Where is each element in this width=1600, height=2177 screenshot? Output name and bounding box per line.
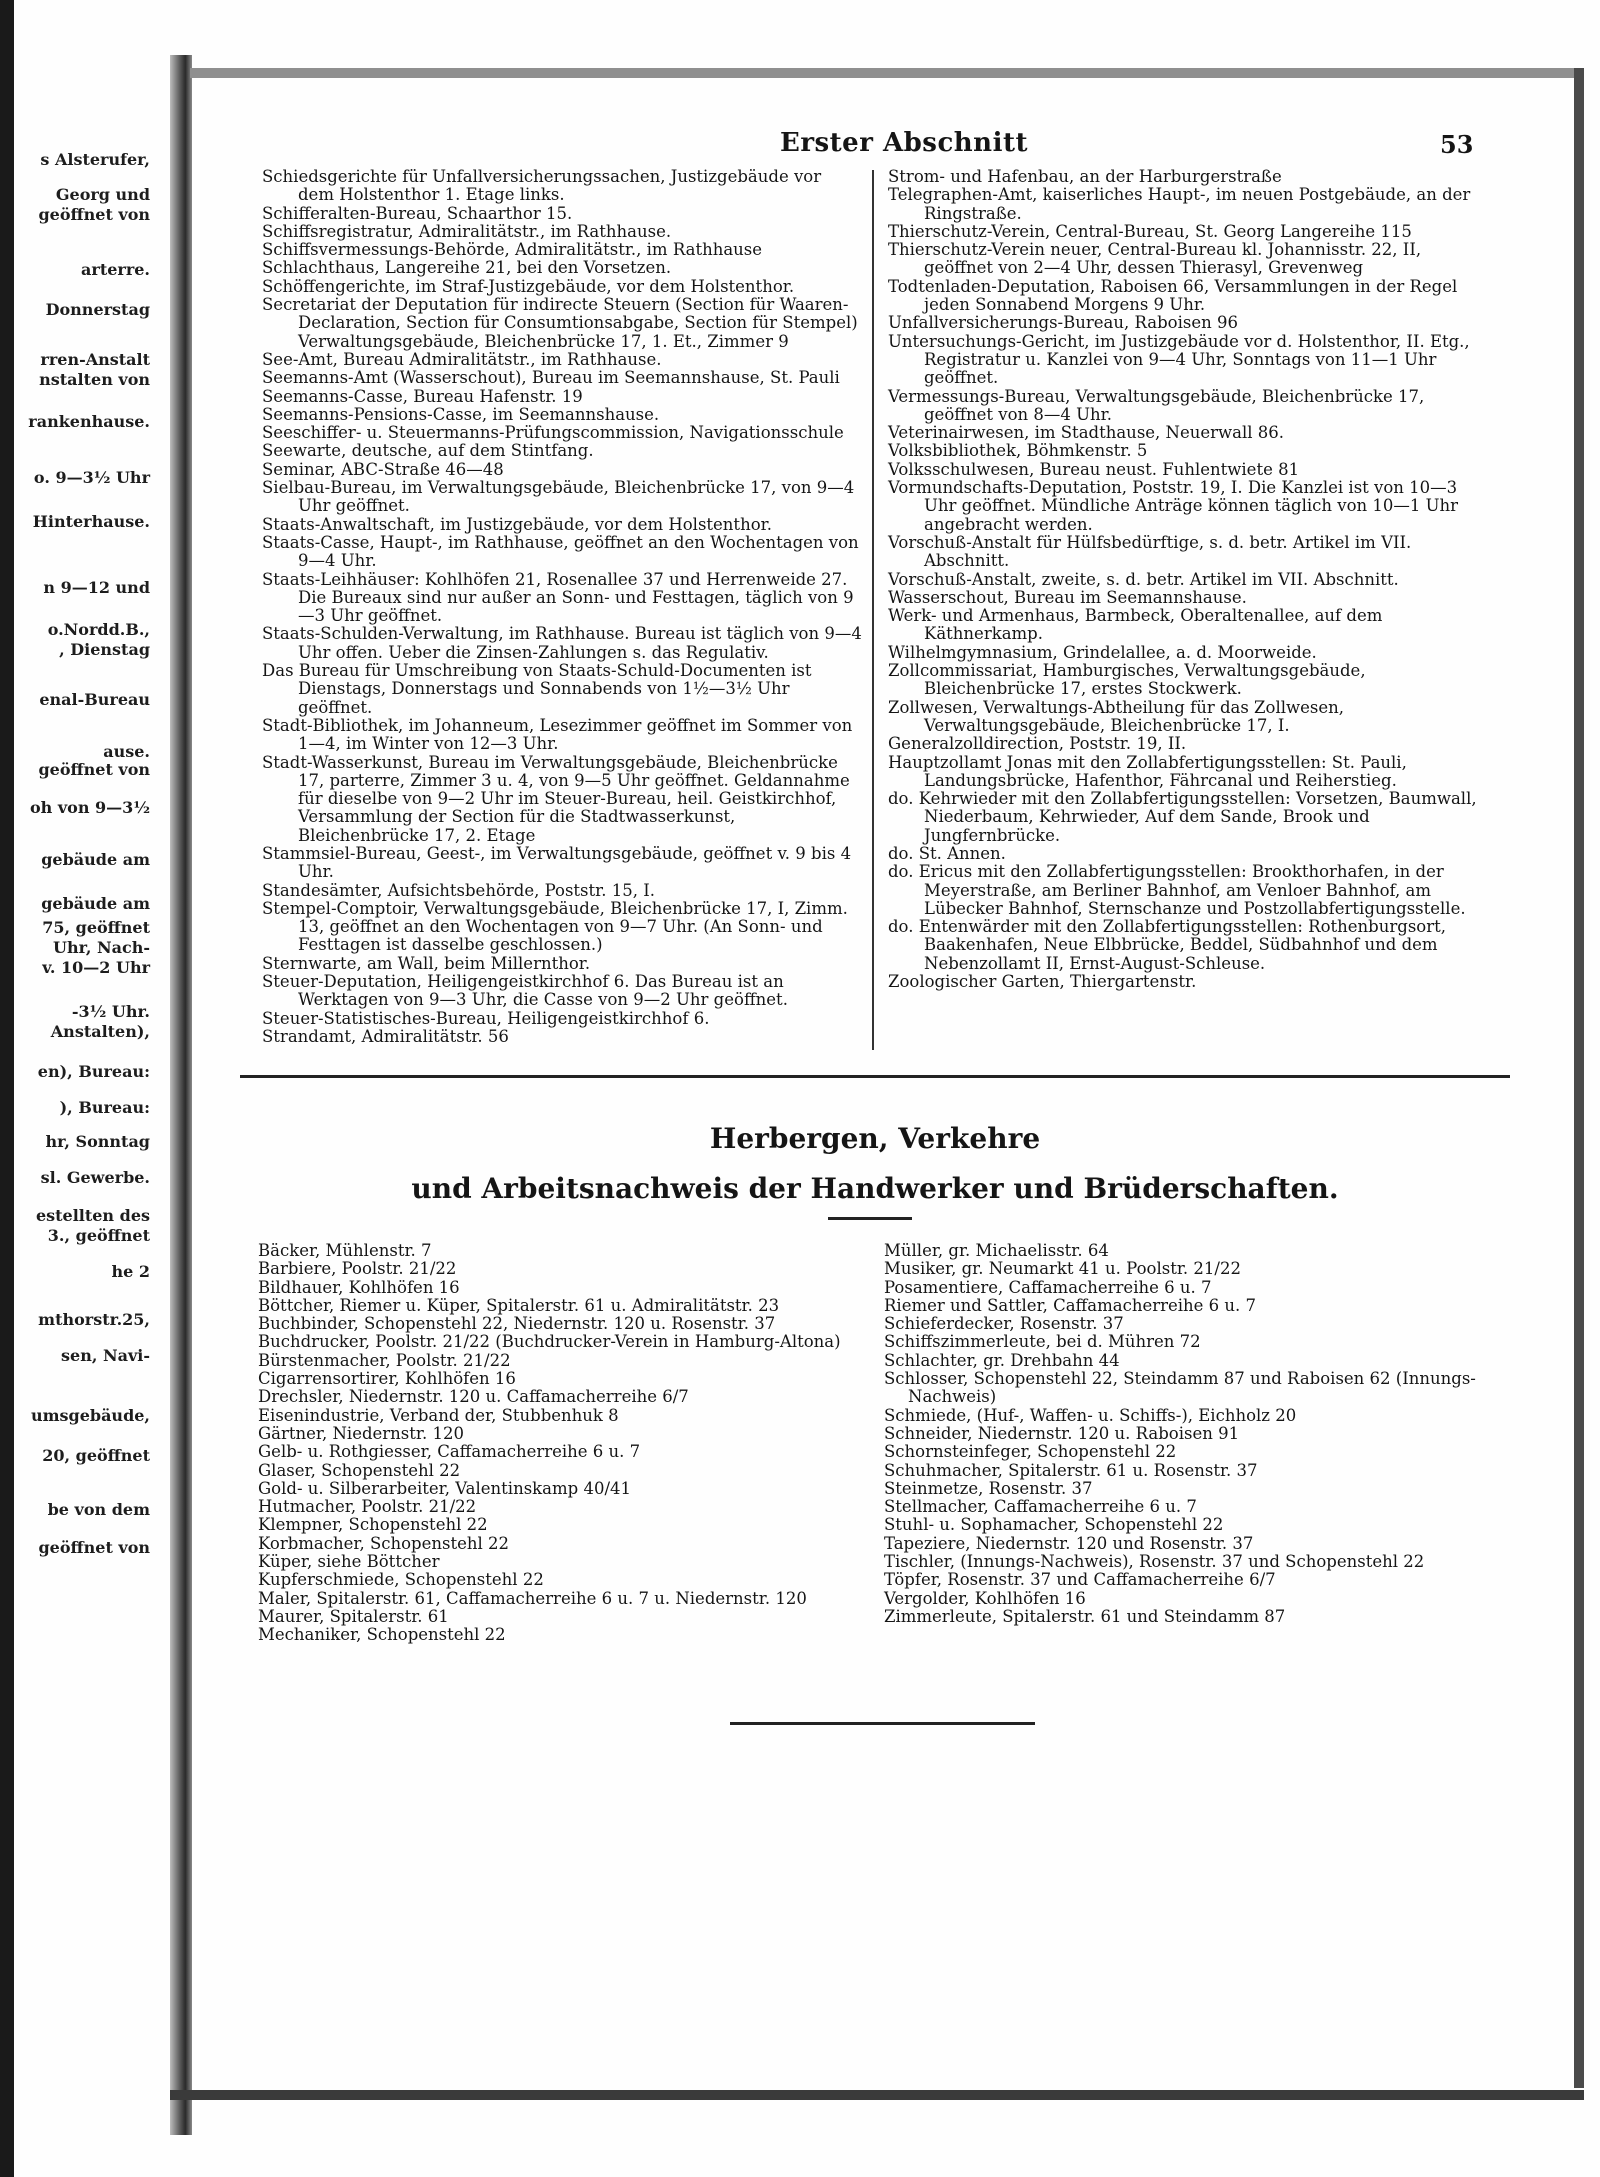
directory-entry: Steuer-Deputation, Heiligengeistkirchhof 6. Das Bureau ist an Werktagen von 9—3 Uhr, die Casse von 9—2 Uhr geöffnet. <box>262 972 788 1010</box>
trade-entry: Korbmacher, Schopenstehl 22 <box>258 1533 510 1553</box>
trade-entry: Hutmacher, Poolstr. 21/22 <box>258 1497 477 1517</box>
bleed-line: arterre. <box>81 260 150 279</box>
trade-entry: Gold- u. Silberarbeiter, Valentinskamp 40/41 <box>258 1478 631 1498</box>
trade-entry: Gärtner, Niedernstr. 120 <box>258 1423 464 1443</box>
bleed-line: rren-Anstalt <box>40 350 150 369</box>
directory-entry: Schiedsgerichte für Unfallversicherungssachen, Justizgebäude vor dem Holstenthor 1. Etage links. <box>262 167 822 205</box>
directory-entry: Vorschuß-Anstalt, zweite, s. d. betr. Artikel im VII. Abschnitt. <box>888 569 1399 589</box>
bleed-line: v. 10—2 Uhr <box>42 958 150 977</box>
trade-entry: Schlosser, Schopenstehl 22, Steindamm 87 und Raboisen 62 (Innungs-Nachweis) <box>884 1369 1476 1407</box>
bleed-line: -3½ Uhr. <box>71 1002 150 1021</box>
end-rule <box>730 1722 1035 1725</box>
trade-entry: Drechsler, Niedernstr. 120 u. Caffamacherreihe 6/7 <box>258 1387 689 1407</box>
directory-entry: Stempel-Comptoir, Verwaltungsgebäude, Bleichenbrücke 17, I, Zimm. 13, geöffnet an den Wochentagen von 9—7 Uhr. (An Sonn- und Festtagen ist dasselbe geschlossen.) <box>262 898 848 955</box>
directory-entry: Zollwesen, Verwaltungs-Abtheilung für das Zollwesen, Verwaltungsgebäude, Bleichenbrücke 17, I. <box>888 697 1345 735</box>
directory-entry: Strom- und Hafenbau, an der Harburgerstraße <box>888 167 1282 186</box>
trade-entry: Töpfer, Rosenstr. 37 und Caffamacherreihe 6/7 <box>884 1570 1276 1590</box>
directory-entry: do. Kehrwieder mit den Zollabfertigungsstellen: Vorsetzen, Baumwall, Niederbaum, Kehrwieder, Auf dem Sande, Brook und Jungfernbrücke. <box>888 789 1477 845</box>
bleed-line: Hinterhause. <box>32 512 150 531</box>
directory-entry: Vermessungs-Bureau, Verwaltungsgebäude, Bleichenbrücke 17, geöffnet von 8—4 Uhr. <box>888 386 1425 424</box>
trade-entry: Bürstenmacher, Poolstr. 21/22 <box>258 1350 511 1370</box>
directory-entry: Sternwarte, am Wall, beim Millernthor. <box>262 953 591 973</box>
bleed-line: gebäude am <box>41 894 150 913</box>
directory-entry: Schöffengerichte, im Straf-Justizgebäude, vor dem Holstenthor. <box>262 276 795 296</box>
bleed-line: umsgebäude, <box>30 1406 150 1425</box>
directory-entry: Unfallversicherungs-Bureau, Raboisen 96 <box>888 313 1238 333</box>
bleed-line: mthorstr.25, <box>38 1310 150 1329</box>
bleed-line: Anstalten), <box>50 1022 150 1041</box>
directory-entry: Stadt-Bibliothek, im Johanneum, Lesezimmer geöffnet im Sommer von 1—4, im Winter von 12—3 Uhr. <box>262 715 853 754</box>
directory-entry: Vorschuß-Anstalt für Hülfsbedürftige, s. d. betr. Artikel im VII. Abschnitt. <box>888 532 1412 571</box>
section-divider <box>240 1075 1510 1078</box>
directory-entry: Seemanns-Pensions-Casse, im Seemannshause. <box>262 404 660 424</box>
directory-entry: Wilhelmgymnasium, Grindelallee, a. d. Moorweide. <box>888 642 1317 662</box>
directory-entry: Staats-Schulden-Verwaltung, im Rathhause. Bureau ist täglich von 9—4 Uhr offen. Ueber die Zinsen-Zahlungen s. das Regulativ. <box>262 624 862 662</box>
directory-entry: Todtenladen-Deputation, Raboisen 66, Versammlungen in der Regel jeden Sonnabend Morgens 9 Uhr. <box>888 276 1458 315</box>
bleed-line: s Alsterufer, <box>40 150 150 169</box>
section-title: Herbergen, Verkehre <box>709 1122 1041 1155</box>
trade-entry: Schuhmacher, Spitalerstr. 61 u. Rosenstr. 37 <box>884 1460 1258 1480</box>
trade-entry: Maler, Spitalerstr. 61, Caffamacherreihe 6 u. 7 u. Niedernstr. 120 <box>258 1588 807 1608</box>
trade-entry: Klempner, Schopenstehl 22 <box>258 1515 488 1535</box>
trade-entry: Tapeziere, Niedernstr. 120 und Rosenstr. 37 <box>884 1533 1254 1553</box>
bleed-line: geöffnet von <box>38 1538 150 1557</box>
bleed-line: nstalten von <box>39 370 150 389</box>
bleed-line: o. 9—3½ Uhr <box>33 468 150 487</box>
column-divider <box>872 170 874 1050</box>
directory-entry: Secretariat der Deputation für indirecte Steuern (Section für Waaren-Declaration, Section für Consumtionsabgabe, Section für Stempel) Verwaltungsgebäude, Bleichenbrücke 17, 1. Et., Zimmer 9 <box>262 295 858 351</box>
directory-entry: Das Bureau für Umschreibung von Staats-Schuld-Documenten ist Dienstags, Donnerstags und Sonnabends von 1½—3½ Uhr geöffnet. <box>262 661 812 717</box>
directory-entry: do. Ericus mit den Zollabfertigungsstellen: Brookthorhafen, in der Meyerstraße, am Berliner Bahnhof, am Venloer Bahnhof, am Lübecker Bahnhof, Sternschanze und Postzollabfertigungsstelle. <box>888 862 1466 918</box>
directory-entry: Veterinairwesen, im Stadthause, Neuerwall 86. <box>888 423 1285 443</box>
trade-entry: Schlachter, gr. Drehbahn 44 <box>884 1350 1120 1370</box>
page-frame-right <box>1574 68 1584 2088</box>
directory-entry: Seemanns-Casse, Bureau Hafenstr. 19 <box>262 386 583 406</box>
trade-entry: Bildhauer, Kohlhöfen 16 <box>258 1277 460 1297</box>
trades-list-left <box>258 1242 878 1645</box>
trade-entry: Böttcher, Riemer u. Küper, Spitalerstr. 61 u. Admiralitätstr. 23 <box>258 1295 780 1315</box>
directory-entry: Thierschutz-Verein neuer, Central-Bureau kl. Johannisstr. 22, II, geöffnet von 2—4 Uhr, dessen Thierasyl, Grevenweg <box>888 240 1422 278</box>
directory-entry: Telegraphen-Amt, kaiserliches Haupt-, im neuen Postgebäude, an der Ringstraße. <box>888 185 1471 223</box>
directory-entry: Untersuchungs-Gericht, im Justizgebäude vor d. Holstenthor, II. Etg., Registratur u. Kanzlei von 9—4 Uhr, Sonntags von 11—1 Uhr geöffnet. <box>888 331 1470 388</box>
bleed-line: geöffnet von <box>38 205 150 224</box>
trade-entry: Schneider, Niedernstr. 120 u. Raboisen 91 <box>884 1423 1240 1443</box>
bleed-line: estellten des <box>35 1206 150 1225</box>
bleed-line: be von dem <box>47 1500 150 1519</box>
bleed-line: , Dienstag <box>59 640 150 659</box>
directory-entry: Volksschulwesen, Bureau neust. Fuhlentwiete 81 <box>888 459 1300 479</box>
bleed-line: sen, Navi- <box>61 1346 150 1365</box>
trades-list-right <box>884 1242 1504 1626</box>
title-underline <box>828 1217 912 1220</box>
directory-entry: Seeschiffer- u. Steuermanns-Prüfungscommission, Navigationsschule <box>262 423 844 443</box>
directory-entry: Hauptzollamt Jonas mit den Zollabfertigungsstellen: St. Pauli, Landungsbrücke, Hafenthor, Fährcanal und Reiherstieg. <box>888 752 1407 790</box>
trade-entry: Schiffszimmerleute, bei d. Mühren 72 <box>884 1332 1201 1352</box>
trade-entry: Tischler, (Innungs-Nachweis), Rosenstr. 37 und Schopenstehl 22 <box>884 1552 1425 1572</box>
bleed-line: sl. Gewerbe. <box>40 1168 150 1187</box>
directory-entry: Schifferalten-Bureau, Schaarthor 15. <box>262 203 573 223</box>
directory-entry: Stammsiel-Bureau, Geest-, im Verwaltungsgebäude, geöffnet v. 9 bis 4 Uhr. <box>262 843 852 882</box>
trade-entry: Maurer, Spitalerstr. 61 <box>258 1606 449 1626</box>
trade-entry: Buchbinder, Schopenstehl 22, Niedernstr. 120 u. Rosenstr. 37 <box>258 1314 776 1334</box>
bleed-line: 20, geöffnet <box>42 1446 150 1465</box>
bleed-line: hr, Sonntag <box>45 1132 150 1151</box>
section-header: Erster Abschnitt <box>780 128 1028 158</box>
bleed-line: oh von 9—3½ <box>30 798 150 817</box>
directory-entry: Staats-Anwaltschaft, im Justizgebäude, vor dem Holstenthor. <box>262 514 772 534</box>
trade-entry: Müller, gr. Michaelisstr. 64 <box>884 1241 1109 1260</box>
directory-entry: Schiffsregistratur, Admiralitätstr., im Rathhause. <box>262 221 672 241</box>
trade-entry: Schornsteinfeger, Schopenstehl 22 <box>884 1442 1177 1462</box>
trade-entry: Gelb- u. Rothgiesser, Caffamacherreihe 6 u. 7 <box>258 1442 641 1462</box>
bleed-line: he 2 <box>111 1262 150 1281</box>
bleed-line: en), Bureau: <box>37 1062 150 1081</box>
section-subtitle: und Arbeitsnachweis der Handwerker und Brüderschaften. <box>411 1172 1339 1205</box>
trade-entry: Zimmerleute, Spitalerstr. 61 und Steindamm 87 <box>884 1606 1286 1626</box>
trade-entry: Cigarrensortirer, Kohlhöfen 16 <box>258 1369 516 1389</box>
directory-entry: Schlachthaus, Langereihe 21, bei den Vorsetzen. <box>262 258 672 278</box>
scan-left-edge <box>0 0 14 2177</box>
directory-entry: Seemanns-Amt (Wasserschout), Bureau im Seemannshause, St. Pauli <box>262 368 840 388</box>
directory-entry: Steuer-Statistisches-Bureau, Heiligengeistkirchhof 6. <box>262 1008 710 1028</box>
directory-entry: Seminar, ABC-Straße 46—48 <box>262 459 504 479</box>
trade-entry: Küper, siehe Böttcher <box>258 1552 440 1572</box>
trade-entry: Vergolder, Kohlhöfen 16 <box>884 1588 1086 1608</box>
bleed-line: 3., geöffnet <box>47 1226 150 1245</box>
trade-entry: Steinmetze, Rosenstr. 37 <box>884 1478 1093 1498</box>
directory-entry: Schiffsvermessungs-Behörde, Admiralitätstr., im Rathhause <box>262 240 763 260</box>
trade-entry: Posamentiere, Caffamacherreihe 6 u. 7 <box>884 1277 1212 1297</box>
trade-entry: Stellmacher, Caffamacherreihe 6 u. 7 <box>884 1497 1197 1517</box>
directory-entry: Strandamt, Admiralitätstr. 56 <box>262 1026 509 1046</box>
bleed-line: rankenhause. <box>28 412 150 431</box>
directory-entry: Staats-Leihhäuser: Kohlhöfen 21, Rosenallee 37 und Herrenweide 27. Die Bureaux sind nur außer an Sonn- und Festtagen, täglich von 9—3 Uhr geöffnet. <box>262 569 854 626</box>
bleed-line: o.Nordd.B., <box>47 620 150 639</box>
directory-entry: Staats-Casse, Haupt-, im Rathhause, geöffnet an den Wochentagen von 9—4 Uhr. <box>262 532 859 571</box>
directory-entry: Seewarte, deutsche, auf dem Stintfang. <box>262 441 594 461</box>
directory-entry: Stadt-Wasserkunst, Bureau im Verwaltungsgebäude, Bleichenbrücke 17, parterre, Zimmer 3 u. 4, von 9—5 Uhr geöffnet. Geldannahme für dieselbe von 9—2 Uhr im Steuer-Bureau, heil. Geistkirchhof, Versammlung der Section für die Stadtwasserkunst, Bleichenbrücke 17, 2. Etage <box>262 752 850 845</box>
bleed-line: Uhr, Nach- <box>53 938 150 957</box>
trade-entry: Barbiere, Poolstr. 21/22 <box>258 1259 457 1279</box>
directory-entry: do. St. Annen. <box>888 843 1006 863</box>
directory-entry: Generalzolldirection, Poststr. 19, II. <box>888 734 1187 754</box>
trade-entry: Bäcker, Mühlenstr. 7 <box>258 1241 432 1260</box>
bleed-line: ause. <box>103 742 150 761</box>
trade-entry: Stuhl- u. Sophamacher, Schopenstehl 22 <box>884 1515 1224 1535</box>
bleed-line: ), Bureau: <box>59 1098 150 1117</box>
directory-entry: Sielbau-Bureau, im Verwaltungsgebäude, Bleichenbrücke 17, von 9—4 Uhr geöffnet. <box>262 478 855 516</box>
bleed-line: gebäude am <box>41 850 150 869</box>
directory-entry: Standesämter, Aufsichtsbehörde, Poststr. 15, I. <box>262 880 655 900</box>
bleed-line: geöffnet von <box>38 760 150 779</box>
bleed-line: enal-Bureau <box>39 690 150 709</box>
left-column <box>262 168 862 1046</box>
page-frame-bottom <box>170 2090 1584 2100</box>
book-gutter <box>170 55 192 2135</box>
trade-entry: Mechaniker, Schopenstehl 22 <box>258 1625 506 1645</box>
trade-entry: Glaser, Schopenstehl 22 <box>258 1460 461 1480</box>
trade-entry: Schieferdecker, Rosenstr. 37 <box>884 1314 1124 1334</box>
directory-entry: Zollcommissariat, Hamburgisches, Verwaltungsgebäude, Bleichenbrücke 17, erstes Stockwerk. <box>888 661 1366 699</box>
directory-entry: Werk- und Armenhaus, Barmbeck, Oberaltenallee, auf dem Käthnerkamp. <box>888 606 1383 644</box>
right-column <box>888 168 1493 991</box>
directory-entry: do. Entenwärder mit den Zollabfertigungsstellen: Rothenburgsort, Baakenhafen, Neue Elbbrücke, Beddel, Südbahnhof und dem Nebenzollamt II, Ernst-August-Schleuse. <box>888 917 1446 973</box>
trade-entry: Eisenindustrie, Verband der, Stubbenhuk 8 <box>258 1405 619 1425</box>
trade-entry: Riemer und Sattler, Caffamacherreihe 6 u. 7 <box>884 1295 1257 1315</box>
page-frame-top <box>190 68 1580 78</box>
trade-entry: Buchdrucker, Poolstr. 21/22 (Buchdrucker-Verein in Hamburg-Altona) <box>258 1332 841 1352</box>
bleed-line: Donnerstag <box>45 300 150 319</box>
directory-entry: Zoologischer Garten, Thiergartenstr. <box>888 972 1197 992</box>
directory-entry: See-Amt, Bureau Admiralitätstr., im Rathhause. <box>262 349 662 369</box>
trade-entry: Kupferschmiede, Schopenstehl 22 <box>258 1570 544 1590</box>
trade-entry: Schmiede, (Huf-, Waffen- u. Schiffs-), Eichholz 20 <box>884 1405 1297 1425</box>
bleed-line: Georg und <box>55 185 150 204</box>
directory-entry: Wasserschout, Bureau im Seemannshause. <box>888 587 1247 607</box>
directory-entry: Thierschutz-Verein, Central-Bureau, St. Georg Langereihe 115 <box>888 221 1412 241</box>
directory-entry: Vormundschafts-Deputation, Poststr. 19, I. Die Kanzlei ist von 10—3 Uhr geöffnet. Mündliche Anträge können täglich von 10—1 Uhr angebracht werden. <box>888 478 1459 534</box>
bleed-line: 75, geöffnet <box>42 918 150 937</box>
trade-entry: Musiker, gr. Neumarkt 41 u. Poolstr. 21/22 <box>884 1259 1241 1279</box>
bleed-line: n 9—12 und <box>43 578 150 597</box>
directory-entry: Volksbibliothek, Böhmkenstr. 5 <box>888 441 1148 461</box>
page-number: 53 <box>1440 130 1474 159</box>
